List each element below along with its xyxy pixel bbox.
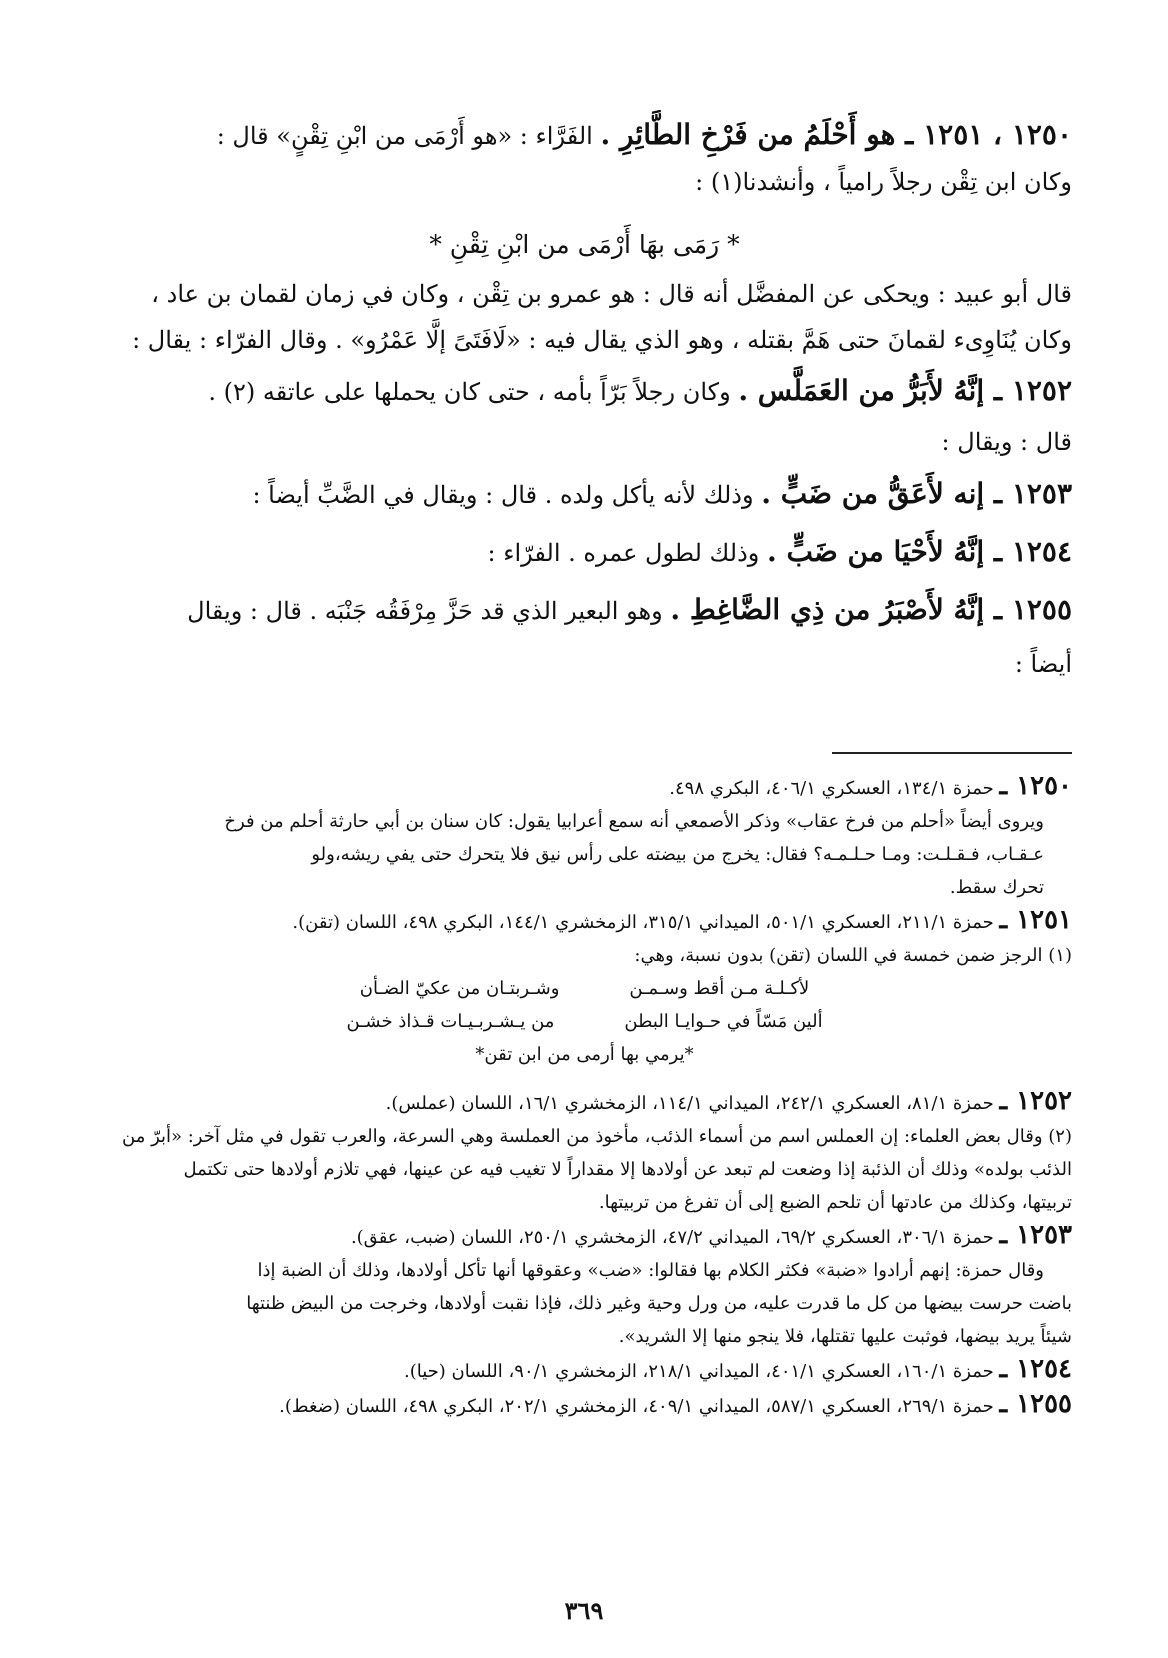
entry-1252 <box>97 363 1072 419</box>
body-line: قال أبو عبيد : ويحكى عن المفضَّل أنه قال : هو عمرو بن تِقْن ، وكان في زمان لقمان بن عاد ، <box>151 280 1072 308</box>
poem-hemistich: ألين مَسّاً في حـوايـا البطن <box>624 1011 823 1032</box>
body-line: وكان يُنَاوِىء لقمانَ حتى هَمَّ بقتله ، وهو الذي يقال فيه : «لَافَتَىً إلَّا عَمْرُو» . وقال الفرّاء : يقال : <box>132 326 1072 354</box>
main-text <box>97 110 1072 689</box>
poem-line: *يرمي بها أرمى من ابن تقن* <box>475 1044 694 1065</box>
note-number: ١٢٥٤ ـ <box>999 1354 1072 1384</box>
entry-heading: ١٢٥٥ ـ إنَّهُ لأَصْبَرُ من ذِي الضَّاغِطِ . <box>670 593 1072 626</box>
footnote-2: (٢) وقال بعض العلماء: إن العملس اسم من أسماء الذئب، مأخوذ من العملسة وهي السرعة، والعرب تقول في مثل آخر: «أبرّ من <box>122 1126 1072 1147</box>
note-1253 <box>97 1219 1072 1254</box>
note-number: ١٢٥١ ـ <box>999 905 1072 935</box>
poem-line <box>97 972 1072 1005</box>
entry-1250 <box>97 110 1072 160</box>
note-text: حمزة ١٣٤/١، العسكري ٤٠٦/١، البكري ٤٩٨. <box>669 778 1000 799</box>
note-1250 <box>97 770 1072 805</box>
entry-body: وهو البعير الذي قد حَزَّ مِرْفَقُه جَنْبَه . قال : ويقال <box>187 597 671 625</box>
verse-line: * رَمَى بهَا أَرْمَى من ابْنِ تِقْنِ * <box>429 230 740 259</box>
footnotes <box>97 770 1072 1423</box>
note-text: حمزة ١٦٠/١، العسكري ٤٠١/١، الميداني ٢١٨/١، الزمخشري ٩٠/١، اللسان (حيا). <box>404 1361 1000 1382</box>
note-text: حمزة ٨١/١، العسكري ٢٤٢/١، الميداني ١١٤/١، الزمخشري ١٦/١، اللسان (عملس). <box>385 1093 1000 1114</box>
note-number: ١٢٥٠ ـ <box>999 771 1072 801</box>
note-number: ١٢٥٣ ـ <box>999 1220 1072 1250</box>
note-text: حمزة ٢٦٩/١، العسكري ٥٨٧/١، الميداني ٤٠٩/١، الزمخشري ٢٠٢/١، البكري ٤٩٨، اللسان (ضغط). <box>279 1396 1000 1417</box>
entry-1253 <box>97 465 1072 523</box>
entry-1254 <box>97 523 1072 581</box>
footnote-separator <box>832 752 1072 754</box>
note-text: وقال حمزة: إنهم أرادوا «ضبة» فكثر الكلام بها فقالوا: «ضب» وعقوقها أنها تأكل أولادها، وذلك أن الضبة إذا <box>257 1260 1044 1281</box>
note-number: ١٢٥٥ ـ <box>999 1389 1072 1419</box>
entry-body: وذلك لأنه يأكل ولده . قال : ويقال في الضَّبِّ أيضاً : <box>252 481 762 509</box>
body-line: قال : ويقال : <box>941 428 1072 456</box>
entry-heading: ١٢٥٣ ـ إنه لأَعَقُّ من ضَبٍّ . <box>761 477 1072 510</box>
note-text: حمزة ٣٠٦/١، العسكري ٦٩/٢، الميداني ٤٧/٢، الزمخشري ٢٥٠/١، اللسان (ضبب، عقق). <box>350 1227 1000 1248</box>
poem-hemistich: من يـشـربـيـات قـذاذ خشـن <box>346 1011 555 1032</box>
note-text: ويروى أيضاً «أحلم من فرخ عقاب» وذكر الأصمعي أنه سمع أعرابيا يقول: كان سنان بن أبي حارثة أحلم من فرخ <box>224 811 1044 832</box>
entry-body: الفَرَّاء : «هو أَرْمَى من ابْنِ تِقْنٍ» قال : <box>216 122 601 150</box>
body-line: أيضاً : <box>1014 650 1072 678</box>
poem-hemistich: وشـربتـان من عكيّ الضـأن <box>359 978 560 999</box>
entry-body: وذلك لطول عمره . الفرّاء : <box>487 539 767 567</box>
note-text: الذئب بولده» وذلك أن الذئبة إذا وضعت لم تبعد عن أولادها إلا مقداراً لا تغيب فيه عن عينها، فهي تلازم أولادها حتى تكتمل <box>183 1159 1072 1180</box>
poem-line <box>97 1005 1072 1038</box>
body-line: وكان ابن تِقْن رجلاً رامياً ، وأنشدنا(١) : <box>695 168 1072 196</box>
note-1251 <box>97 904 1072 939</box>
note-text: باضت حرست بيضها من كل ما قدرت عليه، من ورل وحية وغير ذلك، فإذا نقبت أولادها، وخرجت من البيض ظنتها <box>246 1293 1072 1314</box>
entry-heading: ١٢٥٢ ـ إنَّهُ لأَبَرُّ من العَمَلَّس . <box>738 374 1072 407</box>
entry-body: وكان رجلاً بَرّاً بأمه ، حتى كان يحملها على عاتقه (٢) . <box>208 378 739 406</box>
footnote-1: (١) الرجز ضمن خمسة في اللسان (تقن) بدون نسبة، وهي: <box>634 945 1072 966</box>
note-text: عـقـاب، فـقـلـت: ومـا حـلـمـه؟ فقال: يخرج من بيضته على رأس نيق فلا يتحرك حتى يفي ريشه،ولو <box>311 844 1044 865</box>
entry-1255 <box>97 581 1072 639</box>
entry-heading: ١٢٥٠ ، ١٢٥١ ـ هو أَحْلَمُ من فَرْخِ الطَّائِرِ . <box>600 118 1072 151</box>
note-text: حمزة ٢١١/١، العسكري ٥٠١/١، الميداني ٣١٥/١، الزمخشري ١٤٤/١، البكري ٤٩٨، اللسان (تقن). <box>292 912 1000 933</box>
note-number: ١٢٥٢ ـ <box>999 1086 1072 1116</box>
note-text: شيئاً يريد بيضها، فوثبت عليها تقتلها، فلا ينجو منها إلا الشريد». <box>618 1326 1072 1347</box>
note-text: تربيتها، وكذلك من عادتها أن تلحم الضبع إلى أن تفرغ من تربيتها. <box>598 1192 1072 1213</box>
note-text: تحرك سقط. <box>949 877 1044 898</box>
note-1252 <box>97 1085 1072 1120</box>
note-1254 <box>97 1353 1072 1388</box>
note-1255 <box>97 1388 1072 1423</box>
poem-hemistich: لأكـلـة مـن أقط وسـمـن <box>629 978 810 999</box>
entry-heading: ١٢٥٤ ـ إنَّهُ لأَحْيَا من ضَبٍّ . <box>766 535 1072 568</box>
page-number: ٣٦٩ <box>564 1596 604 1625</box>
